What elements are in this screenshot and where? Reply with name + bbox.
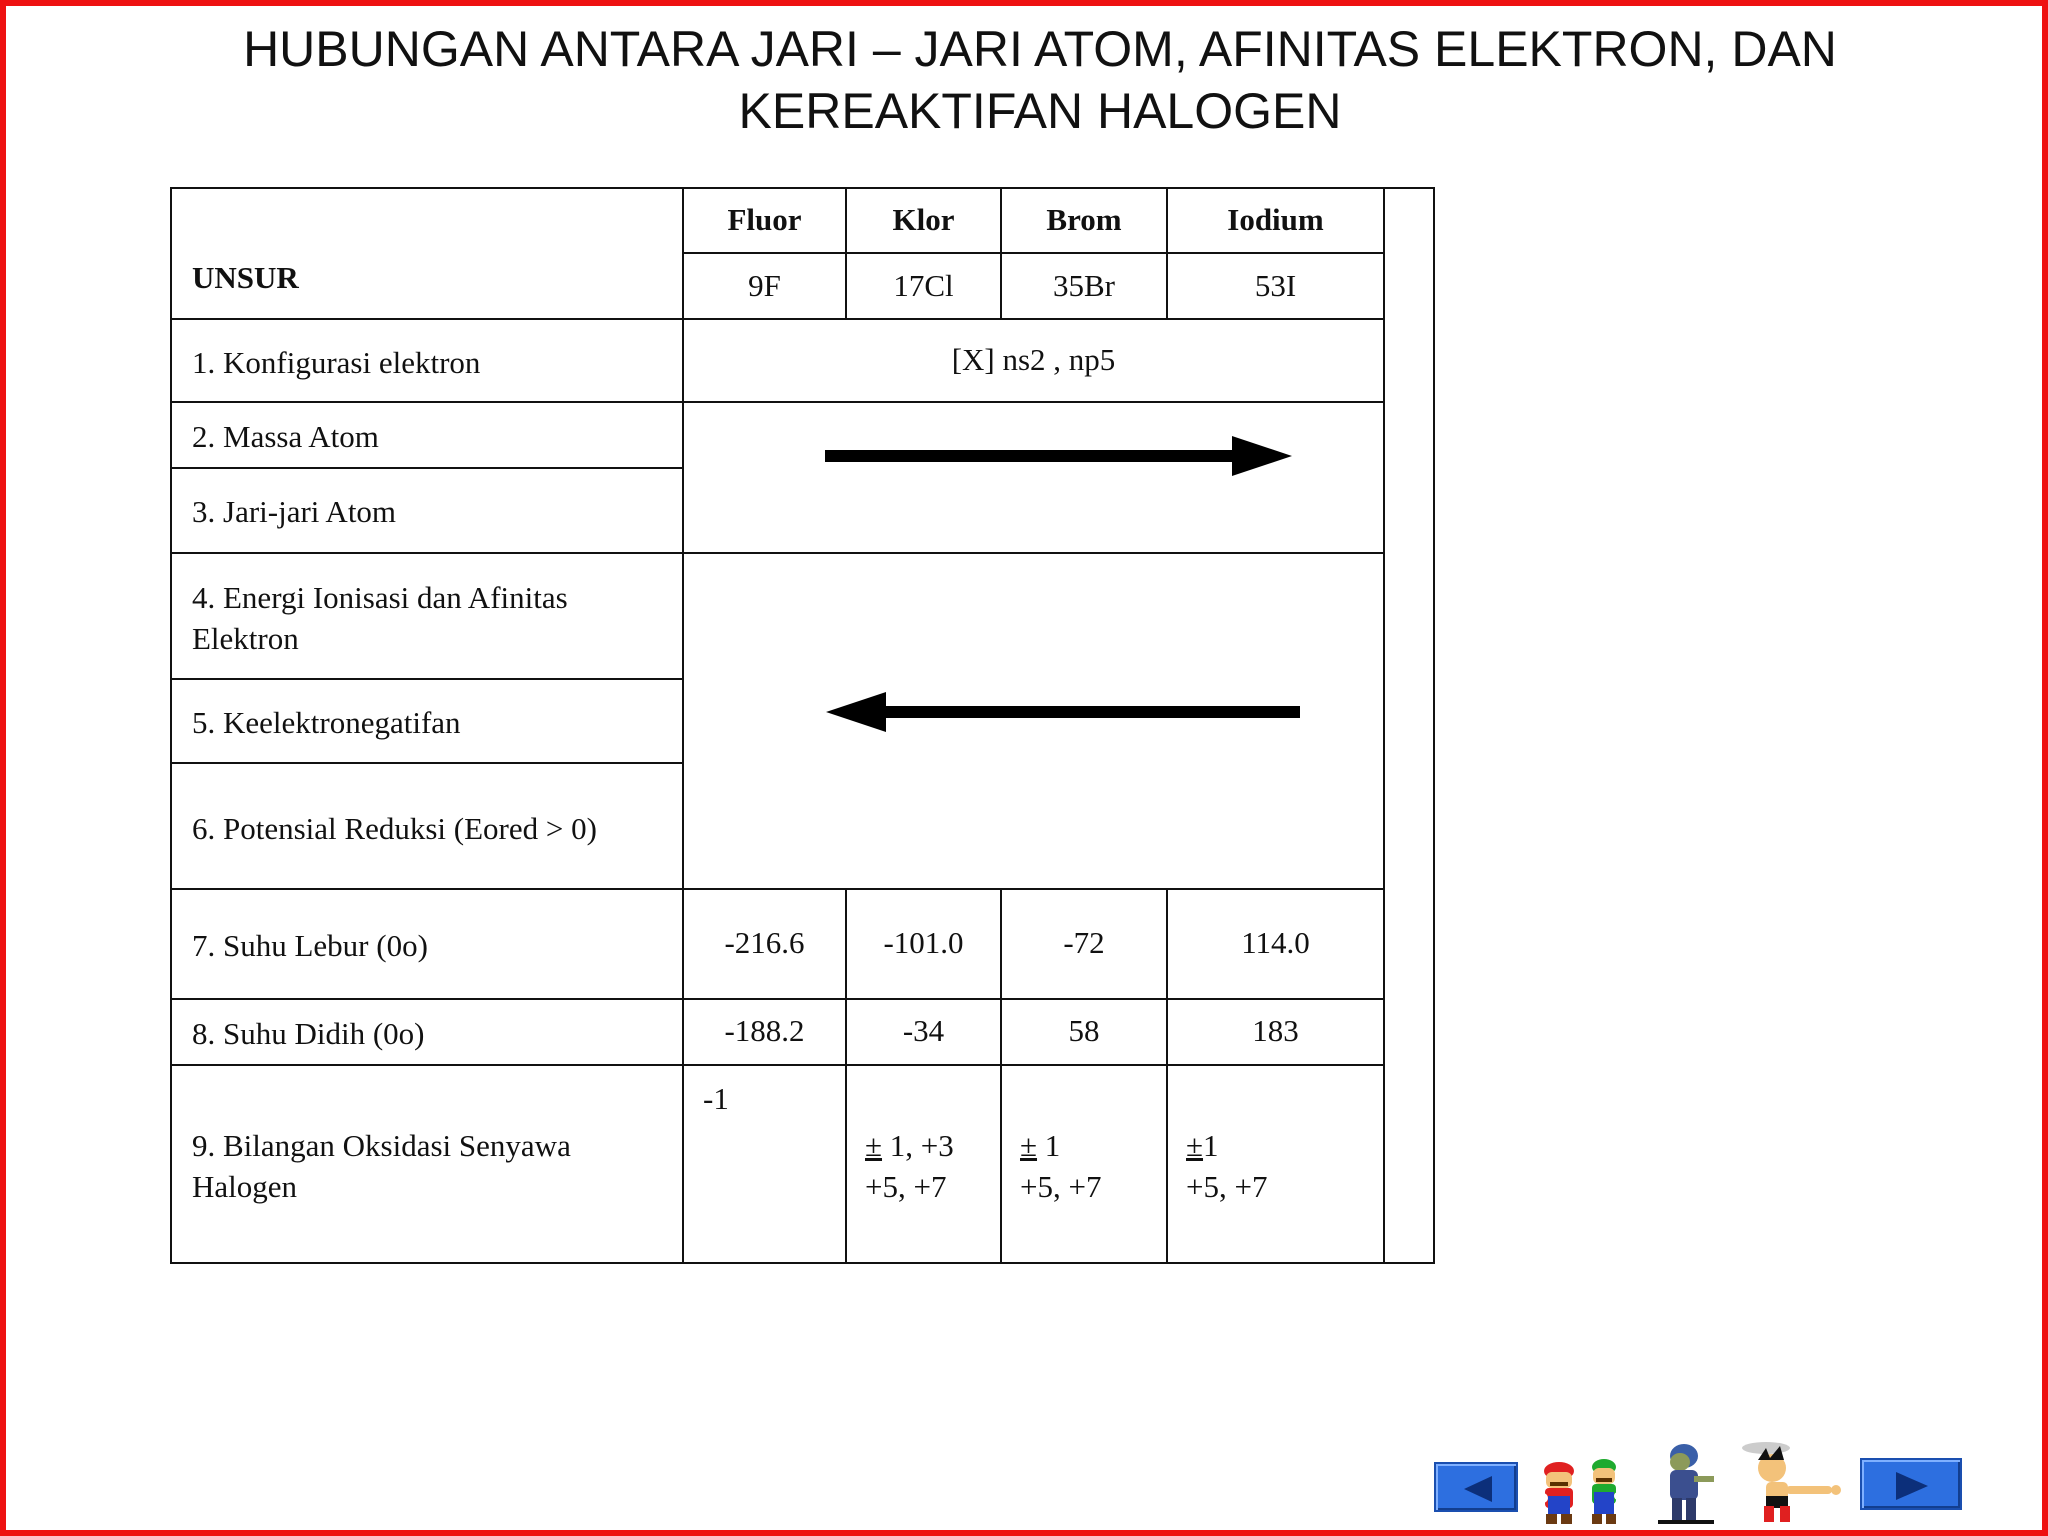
table-rule [170, 1064, 1385, 1066]
element-symbol-fluor: 9F [748, 268, 781, 303]
oksidasi-brom [1020, 1125, 1101, 1207]
suhu-didih-brom: 58 [1068, 1013, 1100, 1048]
suhu-didih-iodium: 183 [1252, 1013, 1299, 1048]
slide-title [60, 18, 2020, 142]
element-name-brom: Brom [1046, 202, 1122, 237]
table-rule [170, 678, 682, 680]
mario-character-icon [1538, 1458, 1580, 1528]
table-rule [170, 888, 1385, 890]
oksidasi-brom-a: 1 [1037, 1128, 1061, 1163]
row-label-jari-jari: 3. Jari-jari Atom [192, 494, 397, 529]
table-rule [170, 401, 1385, 403]
row-label-energi-ionisasi [192, 577, 568, 659]
element-name-iodium: Iodium [1227, 202, 1324, 237]
astro-boy-character-icon [1740, 1440, 1844, 1530]
table-border-right [1433, 187, 1435, 1264]
row-label-bilangan-oksidasi [192, 1125, 571, 1207]
oksidasi-fluor: -1 [703, 1081, 729, 1116]
title-line-2: KEREAKTIFAN HALOGEN [738, 83, 1342, 139]
row-label-keelektronegatifan: 5. Keelektronegatifan [192, 705, 461, 740]
luigi-character-icon [1586, 1456, 1622, 1528]
konfigurasi-value: [X] ns2 , np5 [951, 342, 1116, 377]
plus-minus-sign: ± [1186, 1128, 1204, 1163]
arrow-left-icon [826, 690, 1306, 734]
suhu-didih-fluor: -188.2 [724, 1013, 805, 1048]
table-rule [170, 552, 1385, 554]
next-slide-button[interactable] [1860, 1458, 1962, 1510]
element-symbol-iodium: 53I [1254, 268, 1297, 303]
title-line-1: HUBUNGAN ANTARA JARI – JARI ATOM, AFINITAS ELEKTRON, DAN [243, 21, 1837, 77]
element-name-fluor: Fluor [727, 202, 802, 237]
triangle-left-icon [1436, 1464, 1520, 1514]
oksidasi-klor-b: +5, +7 [865, 1169, 947, 1204]
row-label-potensial-reduksi: 6. Potensial Reduksi (Eored > 0) [192, 811, 597, 846]
row-label-konfigurasi: 1. Konfigurasi elektron [192, 345, 481, 380]
table-rule [170, 318, 1385, 320]
table-border-top [170, 187, 1435, 189]
row-label-energi-line2: Elektron [192, 621, 299, 656]
element-symbol-klor: 17Cl [893, 268, 954, 303]
plus-minus-sign: ± [1020, 1128, 1038, 1163]
element-symbol-brom: 35Br [1053, 268, 1115, 303]
unsur-header: UNSUR [192, 260, 299, 295]
table-border-left [170, 187, 172, 1264]
table-rule [682, 252, 1385, 254]
oksidasi-iodium [1186, 1125, 1267, 1207]
suhu-lebur-fluor: -216.6 [724, 925, 805, 960]
oksidasi-brom-b: +5, +7 [1020, 1169, 1102, 1204]
row-label-bilangan-line1: 9. Bilangan Oksidasi Senyawa [192, 1128, 571, 1163]
table-rule [170, 467, 682, 469]
oksidasi-iodium-a: 1 [1203, 1128, 1219, 1163]
element-name-klor: Klor [892, 202, 955, 237]
arrow-right-icon [822, 434, 1302, 478]
row-label-suhu-lebur: 7. Suhu Lebur (0o) [192, 928, 428, 963]
suhu-lebur-brom: -72 [1063, 925, 1105, 960]
oksidasi-klor [865, 1125, 954, 1207]
plus-minus-sign: ± [865, 1128, 883, 1163]
row-label-massa-atom: 2. Massa Atom [192, 419, 379, 454]
row-label-bilangan-line2: Halogen [192, 1169, 298, 1204]
table-rule [170, 998, 1385, 1000]
suhu-lebur-iodium: 114.0 [1241, 925, 1310, 960]
triangle-right-icon [1862, 1460, 1964, 1512]
table-rule [170, 762, 682, 764]
oksidasi-iodium-b: +5, +7 [1186, 1169, 1268, 1204]
table-border-bottom [170, 1262, 1435, 1264]
previous-slide-button[interactable] [1434, 1462, 1518, 1512]
oksidasi-klor-a: 1, +3 [882, 1128, 954, 1163]
row-label-suhu-didih: 8. Suhu Didih (0o) [192, 1016, 425, 1051]
suhu-didih-klor: -34 [902, 1013, 945, 1048]
suhu-lebur-klor: -101.0 [883, 925, 964, 960]
zombie-character-icon [1648, 1442, 1720, 1526]
row-label-energi-line1: 4. Energi Ionisasi dan Afinitas [192, 580, 568, 615]
table-column-rule [1383, 187, 1385, 1264]
